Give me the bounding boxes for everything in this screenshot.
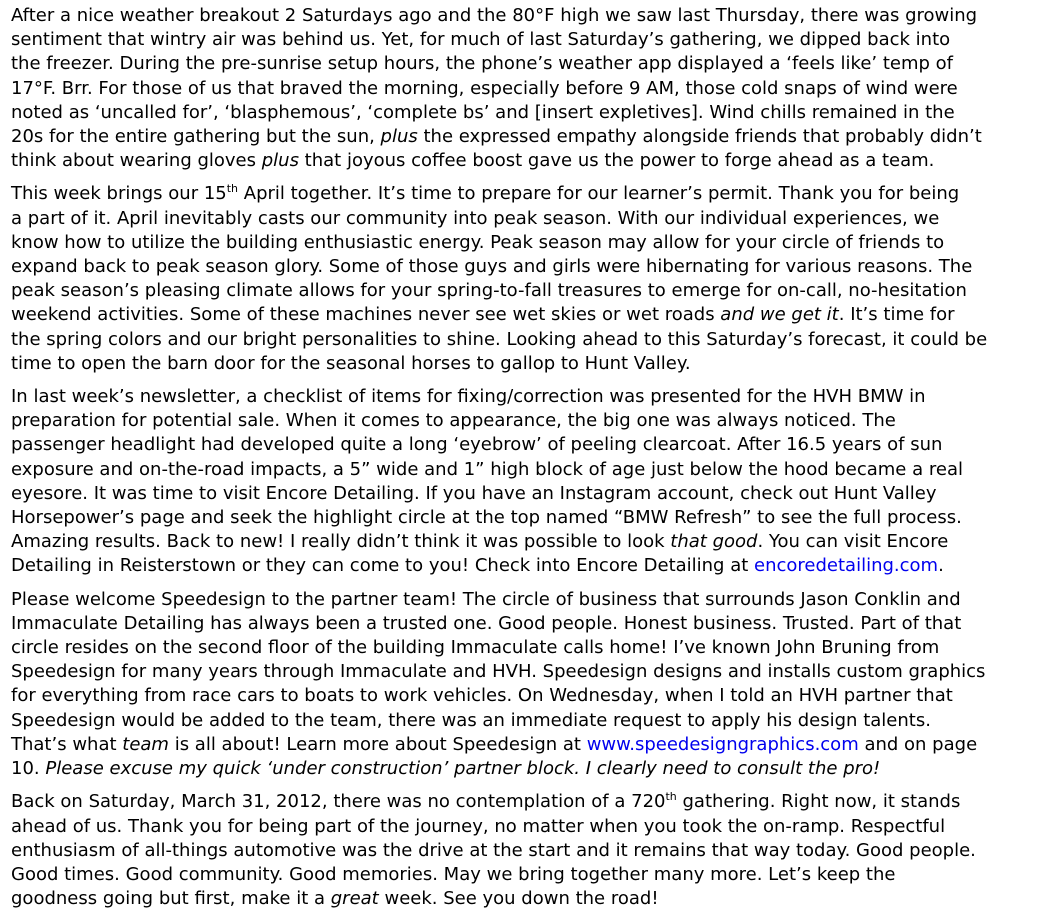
italic-text: plus bbox=[261, 150, 299, 172]
text-line bbox=[11, 733, 1036, 757]
text-run: preparation for potential sale. When it comes to appearance, the big one was always noticed. The bbox=[11, 410, 896, 432]
text-line bbox=[11, 660, 1036, 684]
text-line bbox=[11, 684, 1036, 708]
text-run: exposure and on-the-road impacts, a 5” wide and 1” high block of age just below the hood became a real bbox=[11, 458, 963, 480]
text-run: the expressed empathy alongside friends that probably didn’t bbox=[417, 126, 982, 148]
text-run: eyesore. It was time to visit Encore Detailing. If you have an Instagram account, check out Hunt Valley bbox=[11, 482, 937, 504]
text-run: for everything from race cars to boats to work vehicles. On Wednesday, when I told an HVH partner that bbox=[11, 685, 953, 707]
text-line bbox=[11, 182, 1036, 206]
italic-text: Please excuse my quick ‘under construction’ partner block. I clearly need to consult the pro! bbox=[45, 758, 881, 780]
web-link[interactable]: encoredetailing.com bbox=[754, 555, 939, 577]
text-run: . You can visit Encore bbox=[757, 531, 949, 553]
ordinal-suffix: th bbox=[226, 182, 239, 196]
italic-text: team bbox=[122, 733, 169, 755]
ordinal-suffix: th bbox=[665, 790, 677, 804]
italic-text: plus bbox=[380, 126, 418, 148]
paragraph-4 bbox=[11, 588, 1036, 782]
text-line bbox=[11, 612, 1036, 636]
text-run: circle resides on the second floor of the building Immaculate calls home! I’ve known John Bruning from bbox=[11, 637, 940, 659]
text-line bbox=[11, 279, 1036, 303]
text-line bbox=[11, 458, 1036, 482]
text-line bbox=[11, 52, 1036, 76]
text-run: is all about! Learn more about Speedesign at bbox=[168, 733, 587, 755]
text-run: Please welcome Speedesign to the partner team! The circle of business that surrounds Jason Conklin and bbox=[11, 588, 961, 610]
text-run: time to open the barn door for the seasonal horses to gallop to Hunt Valley. bbox=[11, 352, 691, 374]
text-run: 17°F. Brr. For those of us that braved the morning, especially before 9 AM, those cold snaps of wind were bbox=[11, 77, 958, 99]
text-run: That’s what bbox=[11, 733, 123, 755]
text-run: . It’s time for bbox=[838, 304, 955, 326]
paragraph-2 bbox=[11, 182, 1036, 376]
text-run: Good times. Good community. Good memories. May we bring together many more. Let’s keep the bbox=[11, 863, 896, 885]
text-run: week. See you down the road! bbox=[378, 888, 659, 910]
text-line bbox=[11, 149, 1036, 173]
text-run: and on page bbox=[858, 733, 978, 755]
text-line bbox=[11, 530, 1036, 554]
text-run: know how to utilize the building enthusiastic energy. Peak season may allow for your circle of friends to bbox=[11, 231, 945, 253]
text-line bbox=[11, 815, 1036, 839]
text-run: goodness going but first, make it a bbox=[11, 888, 331, 910]
text-line bbox=[11, 231, 1036, 255]
text-run: 10. bbox=[11, 758, 46, 780]
text-line bbox=[11, 255, 1036, 279]
text-run: . bbox=[938, 555, 944, 577]
paragraph-1 bbox=[11, 4, 1036, 173]
text-line bbox=[11, 77, 1036, 101]
text-run: a part of it. April inevitably casts our community into peak season. With our individual experiences, we bbox=[11, 207, 940, 229]
text-run: Immaculate Detailing has always been a trusted one. Good people. Honest business. Trusted. Part of that bbox=[11, 612, 962, 634]
text-run: that joyous coffee boost gave us the power to forge ahead as a team. bbox=[298, 150, 935, 172]
text-line bbox=[11, 709, 1036, 733]
text-run: sentiment that wintry air was behind us. Yet, for much of last Saturday’s gathering, we dipped back into bbox=[11, 29, 951, 51]
text-line bbox=[11, 385, 1036, 409]
text-line bbox=[11, 4, 1036, 28]
text-run: weekend activities. Some of these machines never see wet skies or wet roads bbox=[11, 304, 721, 326]
text-run: Speedesign for many years through Immaculate and HVH. Speedesign designs and installs custom graphics bbox=[11, 661, 986, 683]
text-line bbox=[11, 839, 1036, 863]
text-line bbox=[11, 790, 1036, 814]
text-run: 20s for the entire gathering but the sun, bbox=[11, 126, 381, 148]
text-line bbox=[11, 125, 1036, 149]
text-run: enthusiasm of all-things automotive was the drive at the start and it remains that way today. Good people. bbox=[11, 839, 976, 861]
text-run: After a nice weather breakout 2 Saturdays ago and the 80°F high we saw last Thursday, there was growing bbox=[11, 5, 978, 26]
text-line bbox=[11, 588, 1036, 612]
text-run: gathering. Right now, it stands bbox=[676, 791, 961, 813]
text-line bbox=[11, 28, 1036, 52]
text-line bbox=[11, 554, 1036, 578]
text-run: think about wearing gloves bbox=[11, 150, 262, 172]
text-run: Detailing in Reisterstown or they can come to you! Check into Encore Detailing at bbox=[11, 555, 755, 577]
text-line bbox=[11, 482, 1036, 506]
text-run: In last week’s newsletter, a checklist of items for fixing/correction was presented for the HVH BMW in bbox=[11, 386, 926, 408]
text-line bbox=[11, 328, 1036, 352]
italic-text: that good bbox=[670, 531, 758, 553]
text-line bbox=[11, 506, 1036, 530]
text-line bbox=[11, 636, 1036, 660]
text-run: Amazing results. Back to new! I really didn’t think it was possible to look bbox=[11, 531, 671, 553]
text-run: the freezer. During the pre-sunrise setup hours, the phone’s weather app displayed a ‘feels like’ temp of bbox=[11, 53, 954, 75]
text-line bbox=[11, 409, 1036, 433]
text-line bbox=[11, 863, 1036, 887]
paragraph-3 bbox=[11, 385, 1036, 579]
text-run: ahead of us. Thank you for being part of the journey, no matter when you took the on-ramp. Respectful bbox=[11, 815, 946, 837]
text-run: April together. It’s time to prepare for our learner’s permit. Thank you for being bbox=[238, 183, 960, 205]
text-run: Horsepower’s page and seek the highlight circle at the top named “BMW Refresh” to see the full process. bbox=[11, 507, 962, 529]
text-run: peak season’s pleasing climate allows for your spring-to-fall treasures to emerge for on-call, no-hesitation bbox=[11, 280, 967, 302]
text-run: This week brings our 15 bbox=[11, 183, 227, 205]
text-line bbox=[11, 101, 1036, 125]
text-run: expand back to peak season glory. Some of those guys and girls were hibernating for various reasons. The bbox=[11, 256, 973, 278]
text-run: passenger headlight had developed quite a long ‘eyebrow’ of peeling clearcoat. After 16.5 years of sun bbox=[11, 434, 943, 456]
text-line bbox=[11, 887, 1036, 911]
text-line bbox=[11, 433, 1036, 457]
text-line bbox=[11, 757, 1036, 781]
text-run: noted as ‘uncalled for’, ‘blasphemous’, ‘complete bs’ and [insert expletives]. Wind chills remained in the bbox=[11, 101, 955, 123]
text-line bbox=[11, 303, 1036, 327]
text-line bbox=[11, 207, 1036, 231]
web-link[interactable]: www.speedesigngraphics.com bbox=[586, 733, 859, 755]
italic-text: and we get it bbox=[720, 304, 839, 326]
text-line bbox=[11, 352, 1036, 376]
paragraph-5 bbox=[11, 790, 1036, 911]
text-run: Speedesign would be added to the team, there was an immediate request to apply his design talents. bbox=[11, 709, 931, 731]
text-run: Back on Saturday, March 31, 2012, there was no contemplation of a 720 bbox=[11, 791, 666, 813]
text-run: the spring colors and our bright personalities to shine. Looking ahead to this Saturday’s forecast, it could be bbox=[11, 328, 988, 350]
italic-text: great bbox=[330, 888, 379, 910]
